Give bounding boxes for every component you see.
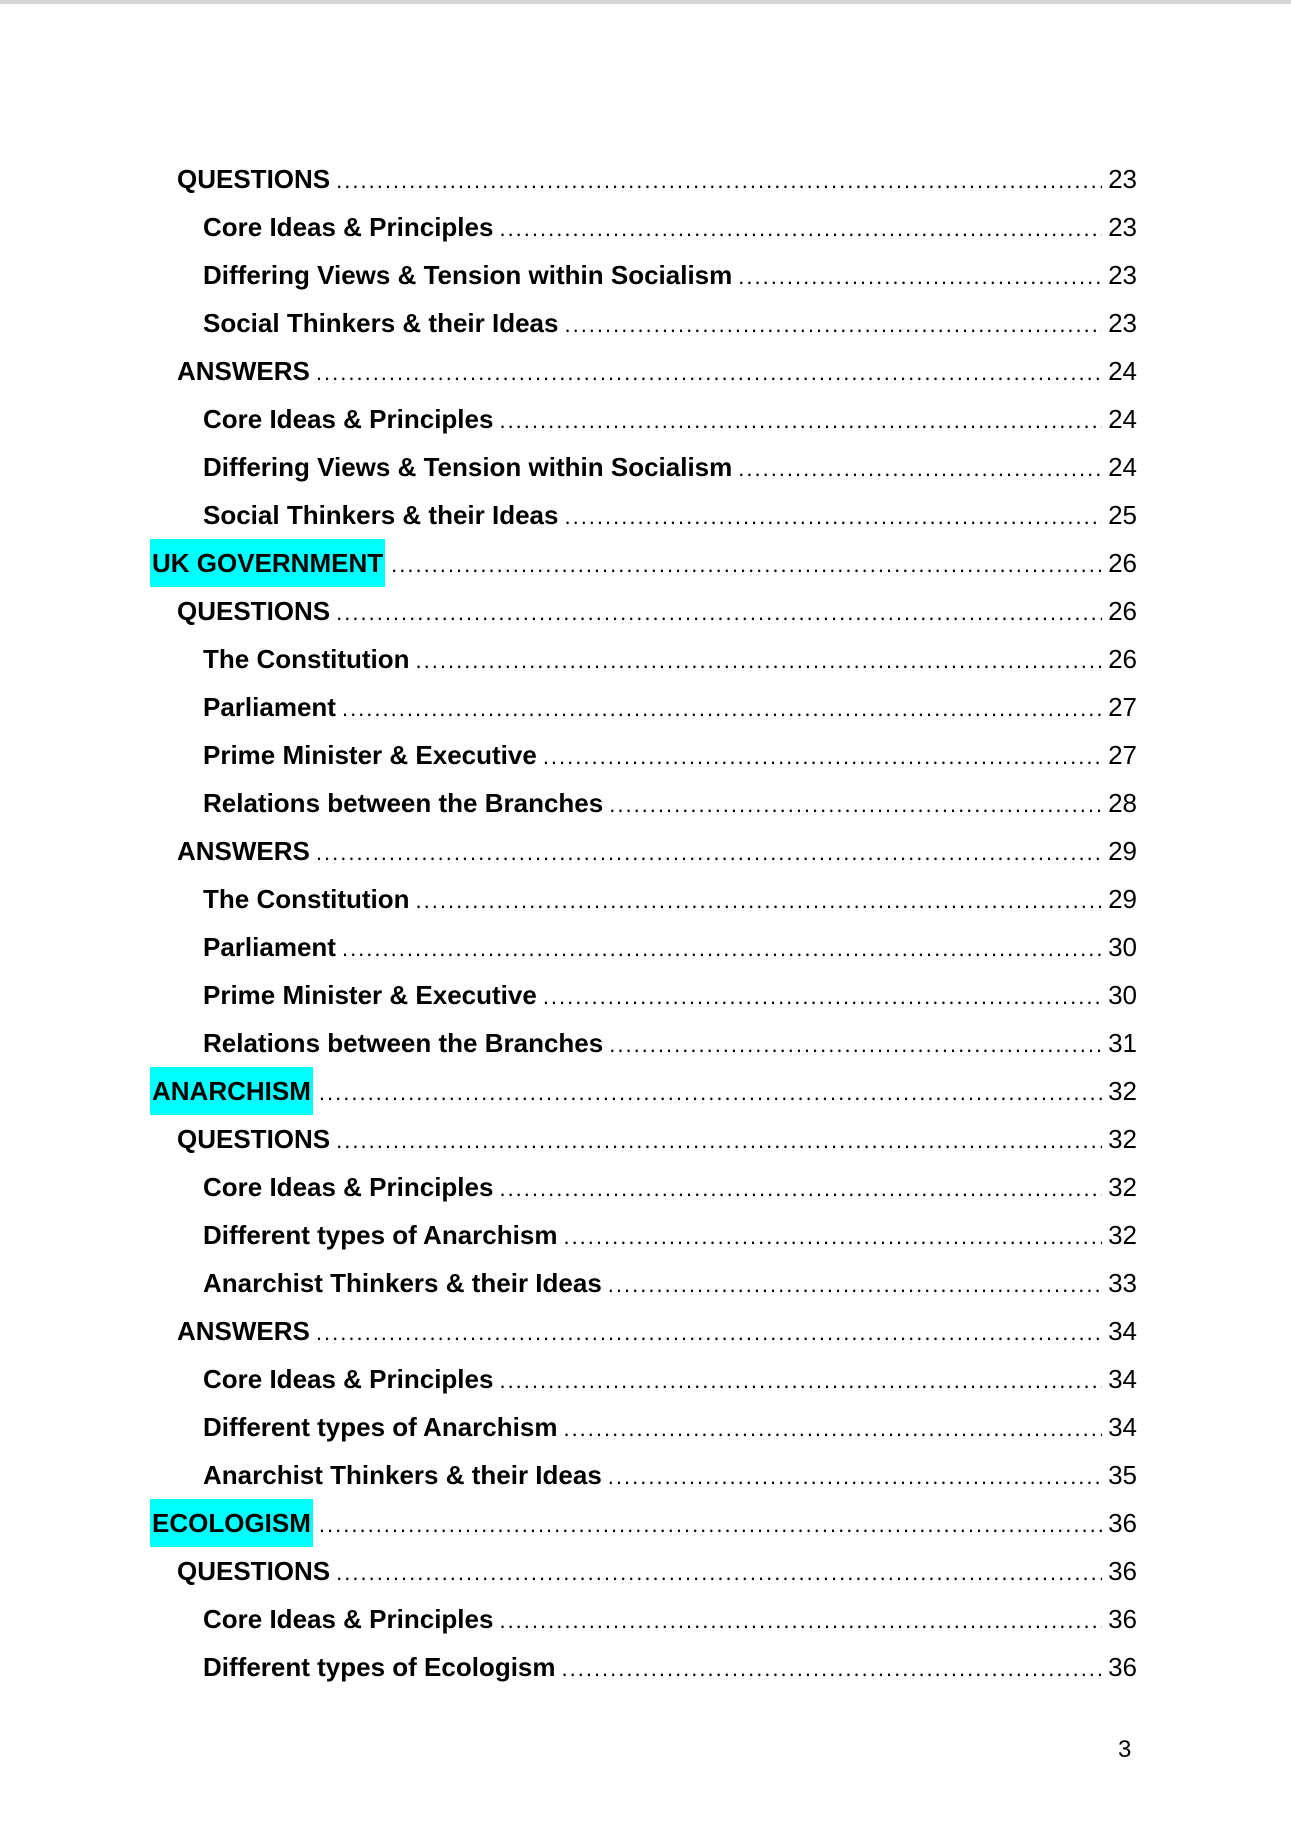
toc-entry[interactable] bbox=[150, 1595, 1137, 1643]
toc-entry-page: 36 bbox=[1108, 1604, 1137, 1634]
dot-leader bbox=[499, 205, 1102, 253]
toc-entry[interactable] bbox=[150, 827, 1137, 875]
toc-entry-title: Different types of Anarchism bbox=[203, 1220, 558, 1250]
toc-entry-title: Core Ideas & Principles bbox=[203, 1364, 494, 1394]
toc-entry-title: Core Ideas & Principles bbox=[203, 404, 494, 434]
dot-leader bbox=[564, 301, 1102, 349]
toc-entry-title: Core Ideas & Principles bbox=[203, 212, 494, 242]
toc-entry[interactable] bbox=[150, 1355, 1137, 1403]
toc-entry[interactable] bbox=[150, 1403, 1137, 1451]
toc-entry-title: Relations between the Branches bbox=[203, 1028, 604, 1058]
toc-entry[interactable] bbox=[150, 1643, 1137, 1691]
toc-entry-title: Relations between the Branches bbox=[203, 788, 604, 818]
dot-leader bbox=[499, 1597, 1102, 1645]
dot-leader bbox=[342, 925, 1102, 973]
toc-entry-page: 29 bbox=[1108, 884, 1137, 914]
toc-entry[interactable] bbox=[150, 443, 1137, 491]
toc-entry-title: Differing Views & Tension within Socialism bbox=[203, 452, 733, 482]
toc-entry-page: 32 bbox=[1108, 1076, 1137, 1106]
dot-leader bbox=[316, 1309, 1102, 1357]
dot-leader bbox=[319, 1501, 1102, 1549]
toc-entry-title: QUESTIONS bbox=[177, 1124, 331, 1154]
toc-entry-page: 30 bbox=[1108, 980, 1137, 1010]
page-number: 3 bbox=[1118, 1736, 1132, 1763]
toc-entry-page: 23 bbox=[1108, 212, 1137, 242]
toc-entry[interactable] bbox=[150, 779, 1137, 827]
dot-leader bbox=[416, 637, 1103, 685]
toc-entry[interactable] bbox=[150, 683, 1137, 731]
toc-entry-title: The Constitution bbox=[203, 884, 410, 914]
toc-entry-page: 32 bbox=[1108, 1124, 1137, 1154]
dot-leader bbox=[336, 1117, 1102, 1165]
toc-section-heading[interactable] bbox=[150, 1067, 1137, 1115]
toc-entry-page: 35 bbox=[1108, 1460, 1137, 1490]
toc-entry-title: Prime Minister & Executive bbox=[203, 980, 537, 1010]
toc-entry-title: Parliament bbox=[203, 932, 336, 962]
toc-entry-page: 36 bbox=[1108, 1556, 1137, 1586]
toc-entry[interactable] bbox=[150, 587, 1137, 635]
toc-entry-title: The Constitution bbox=[203, 644, 410, 674]
toc-entry[interactable] bbox=[150, 1307, 1137, 1355]
toc-entry-page: 28 bbox=[1108, 788, 1137, 818]
toc-entry[interactable] bbox=[150, 251, 1137, 299]
toc-entry-page: 32 bbox=[1108, 1172, 1137, 1202]
dot-leader bbox=[543, 973, 1102, 1021]
toc-entry-title: Core Ideas & Principles bbox=[203, 1172, 494, 1202]
toc-entry-page: 27 bbox=[1108, 692, 1137, 722]
dot-leader bbox=[609, 781, 1102, 829]
toc-entry[interactable] bbox=[150, 1163, 1137, 1211]
toc-entry-page: 24 bbox=[1108, 356, 1137, 386]
dot-leader bbox=[342, 685, 1102, 733]
toc-entry-page: 25 bbox=[1108, 500, 1137, 530]
dot-leader bbox=[562, 1645, 1103, 1693]
top-border bbox=[0, 0, 1291, 4]
toc-entry-page: 30 bbox=[1108, 932, 1137, 962]
toc-entry-title: QUESTIONS bbox=[177, 164, 331, 194]
toc-entry-title: Social Thinkers & their Ideas bbox=[203, 500, 559, 530]
dot-leader bbox=[316, 349, 1102, 397]
toc-entry-title: QUESTIONS bbox=[177, 596, 331, 626]
toc-entry-title: QUESTIONS bbox=[177, 1556, 331, 1586]
toc-entry-page: 34 bbox=[1108, 1316, 1137, 1346]
toc-entry-title: UK GOVERNMENT bbox=[150, 539, 385, 587]
toc-entry-title: ANSWERS bbox=[177, 836, 310, 866]
toc-entry-title: Parliament bbox=[203, 692, 336, 722]
toc-entry-page: 27 bbox=[1108, 740, 1137, 770]
dot-leader bbox=[391, 541, 1102, 589]
dot-leader bbox=[738, 253, 1102, 301]
toc-entry[interactable] bbox=[150, 491, 1137, 539]
toc-entry[interactable] bbox=[150, 875, 1137, 923]
toc-entry-page: 36 bbox=[1108, 1508, 1137, 1538]
toc-section-heading[interactable] bbox=[150, 539, 1137, 587]
dot-leader bbox=[499, 1165, 1102, 1213]
toc-entry-page: 26 bbox=[1108, 596, 1137, 626]
dot-leader bbox=[563, 1405, 1102, 1453]
dot-leader bbox=[608, 1453, 1102, 1501]
toc-entry-title: Anarchist Thinkers & their Ideas bbox=[203, 1460, 602, 1490]
toc-entry[interactable] bbox=[150, 1547, 1137, 1595]
toc-entry-page: 36 bbox=[1108, 1652, 1137, 1682]
toc-entry-title: ANARCHISM bbox=[150, 1067, 313, 1115]
toc-entry[interactable] bbox=[150, 395, 1137, 443]
table-of-contents bbox=[150, 155, 1137, 1691]
toc-entry-title: Social Thinkers & their Ideas bbox=[203, 308, 559, 338]
toc-entry-page: 23 bbox=[1108, 308, 1137, 338]
dot-leader bbox=[319, 1069, 1102, 1117]
dot-leader bbox=[499, 1357, 1102, 1405]
dot-leader bbox=[564, 493, 1102, 541]
toc-entry-page: 29 bbox=[1108, 836, 1137, 866]
toc-entry-page: 26 bbox=[1108, 548, 1137, 578]
toc-entry-title: Different types of Ecologism bbox=[203, 1652, 556, 1682]
toc-entry-title: Anarchist Thinkers & their Ideas bbox=[203, 1268, 602, 1298]
dot-leader bbox=[543, 733, 1102, 781]
toc-entry[interactable] bbox=[150, 1451, 1137, 1499]
toc-entry[interactable] bbox=[150, 155, 1137, 203]
toc-entry-page: 31 bbox=[1108, 1028, 1137, 1058]
toc-entry-title: Core Ideas & Principles bbox=[203, 1604, 494, 1634]
toc-entry-page: 34 bbox=[1108, 1412, 1137, 1442]
toc-entry-title: Different types of Anarchism bbox=[203, 1412, 558, 1442]
dot-leader bbox=[316, 829, 1102, 877]
toc-entry-page: 23 bbox=[1108, 260, 1137, 290]
toc-entry[interactable] bbox=[150, 971, 1137, 1019]
toc-entry[interactable] bbox=[150, 347, 1137, 395]
toc-entry[interactable] bbox=[150, 923, 1137, 971]
toc-entry-title: ECOLOGISM bbox=[150, 1499, 313, 1547]
toc-entry[interactable] bbox=[150, 299, 1137, 347]
toc-entry[interactable] bbox=[150, 203, 1137, 251]
dot-leader bbox=[738, 445, 1102, 493]
toc-entry[interactable] bbox=[150, 635, 1137, 683]
dot-leader bbox=[608, 1261, 1102, 1309]
dot-leader bbox=[609, 1021, 1102, 1069]
toc-entry-title: Differing Views & Tension within Socialism bbox=[203, 260, 733, 290]
toc-entry[interactable] bbox=[150, 1115, 1137, 1163]
dot-leader bbox=[416, 877, 1103, 925]
toc-entry[interactable] bbox=[150, 1211, 1137, 1259]
toc-entry[interactable] bbox=[150, 1019, 1137, 1067]
toc-entry[interactable] bbox=[150, 731, 1137, 779]
toc-entry-page: 33 bbox=[1108, 1268, 1137, 1298]
toc-entry[interactable] bbox=[150, 1259, 1137, 1307]
toc-entry-page: 23 bbox=[1108, 164, 1137, 194]
toc-entry-page: 32 bbox=[1108, 1220, 1137, 1250]
toc-entry-title: ANSWERS bbox=[177, 356, 310, 386]
toc-entry-page: 24 bbox=[1108, 404, 1137, 434]
dot-leader bbox=[336, 1549, 1102, 1597]
dot-leader bbox=[336, 589, 1102, 637]
toc-entry-title: ANSWERS bbox=[177, 1316, 310, 1346]
dot-leader bbox=[563, 1213, 1102, 1261]
toc-entry-page: 26 bbox=[1108, 644, 1137, 674]
toc-entry-page: 24 bbox=[1108, 452, 1137, 482]
toc-section-heading[interactable] bbox=[150, 1499, 1137, 1547]
dot-leader bbox=[499, 397, 1102, 445]
toc-entry-title: Prime Minister & Executive bbox=[203, 740, 537, 770]
toc-entry-page: 34 bbox=[1108, 1364, 1137, 1394]
dot-leader bbox=[336, 157, 1102, 205]
